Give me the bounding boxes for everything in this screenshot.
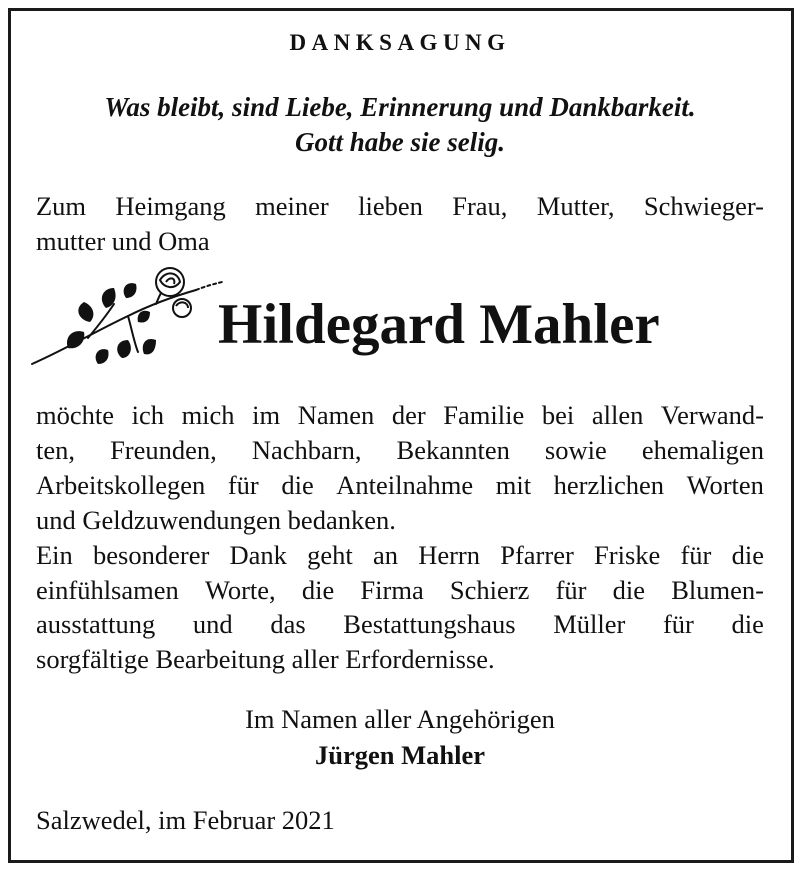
- intro-line-1: [36, 191, 764, 222]
- body-line-4: und Geldzuwendungen bedanken.: [36, 505, 396, 535]
- word: ausstattung: [36, 609, 156, 639]
- signature-line: Im Namen aller Angehörigen: [245, 704, 555, 734]
- word: Nachbarn,: [251, 435, 362, 465]
- body-line-2: [36, 435, 764, 466]
- word: sowie: [544, 435, 607, 465]
- word: im: [252, 400, 281, 430]
- word: Friske: [594, 540, 661, 570]
- word: Familie: [443, 400, 525, 430]
- word: an: [372, 540, 398, 570]
- word: ehemaligen: [641, 435, 764, 465]
- word: Herrn: [418, 540, 481, 570]
- word: Bekannten: [396, 435, 510, 465]
- body-line-5: [36, 540, 764, 571]
- notice-heading: DANKSAGUNG: [289, 30, 511, 55]
- place-date: Salzwedel, im Februar 2021: [36, 805, 335, 835]
- word: Worte,: [204, 575, 276, 605]
- word: Heimgang: [115, 191, 226, 221]
- word: bei: [541, 400, 575, 430]
- body-line-7: [36, 609, 764, 640]
- word: Blumen-: [671, 575, 764, 605]
- word: besonderer: [93, 540, 210, 570]
- word: herzlichen: [553, 470, 665, 500]
- word: die: [281, 470, 314, 500]
- deceased-name: Hildegard Mahler: [218, 293, 660, 356]
- word: das: [270, 609, 306, 639]
- word: ich: [131, 400, 164, 430]
- word: mich: [181, 400, 235, 430]
- word: Arbeitskollegen: [36, 470, 206, 500]
- word: meiner: [255, 191, 329, 221]
- word: die: [301, 575, 335, 605]
- word: Müller: [553, 609, 626, 639]
- word: Anteilnahme: [336, 470, 474, 500]
- word: Firma: [360, 575, 424, 605]
- body-line-1: [36, 400, 764, 431]
- word: für: [227, 470, 259, 500]
- body-line-3: [36, 470, 764, 501]
- word: Namen: [297, 400, 375, 430]
- word: Freunden,: [110, 435, 217, 465]
- signature-name: Jürgen Mahler: [314, 740, 485, 770]
- word: Worten: [686, 470, 764, 500]
- word: Bestattungshaus: [343, 609, 516, 639]
- word: ten,: [36, 435, 75, 465]
- word: für: [662, 609, 694, 639]
- word: und: [192, 609, 233, 639]
- word: die: [731, 540, 764, 570]
- word: Ein: [36, 540, 73, 570]
- word: Verwand-: [660, 400, 764, 430]
- word: Schierz: [449, 575, 530, 605]
- word: für: [555, 575, 587, 605]
- word: der: [391, 400, 426, 430]
- word: einfühlsamen: [36, 575, 179, 605]
- word: Schwieger-: [643, 191, 764, 221]
- word: für: [680, 540, 712, 570]
- word: geht: [307, 540, 353, 570]
- body-line-8: sorgfältige Bearbeitung aller Erfordernisse.: [36, 644, 495, 674]
- motto-line-1: Was bleibt, sind Liebe, Erinnerung und Dankbarkeit.: [104, 92, 696, 122]
- word: Frau,: [452, 191, 508, 221]
- word: mit: [495, 470, 532, 500]
- word: Mutter,: [536, 191, 615, 221]
- word: Pfarrer: [500, 540, 574, 570]
- word: Zum: [36, 191, 87, 221]
- body-line-6: [36, 575, 764, 606]
- word: Dank: [229, 540, 287, 570]
- word: die: [731, 609, 764, 639]
- motto-line-2: Gott habe sie selig.: [295, 127, 505, 157]
- word: allen: [591, 400, 644, 430]
- intro-line-2: mutter und Oma: [36, 226, 210, 256]
- rose-branch-icon: [28, 260, 228, 372]
- word: lieben: [358, 191, 423, 221]
- word: die: [612, 575, 646, 605]
- word: möchte: [36, 400, 114, 430]
